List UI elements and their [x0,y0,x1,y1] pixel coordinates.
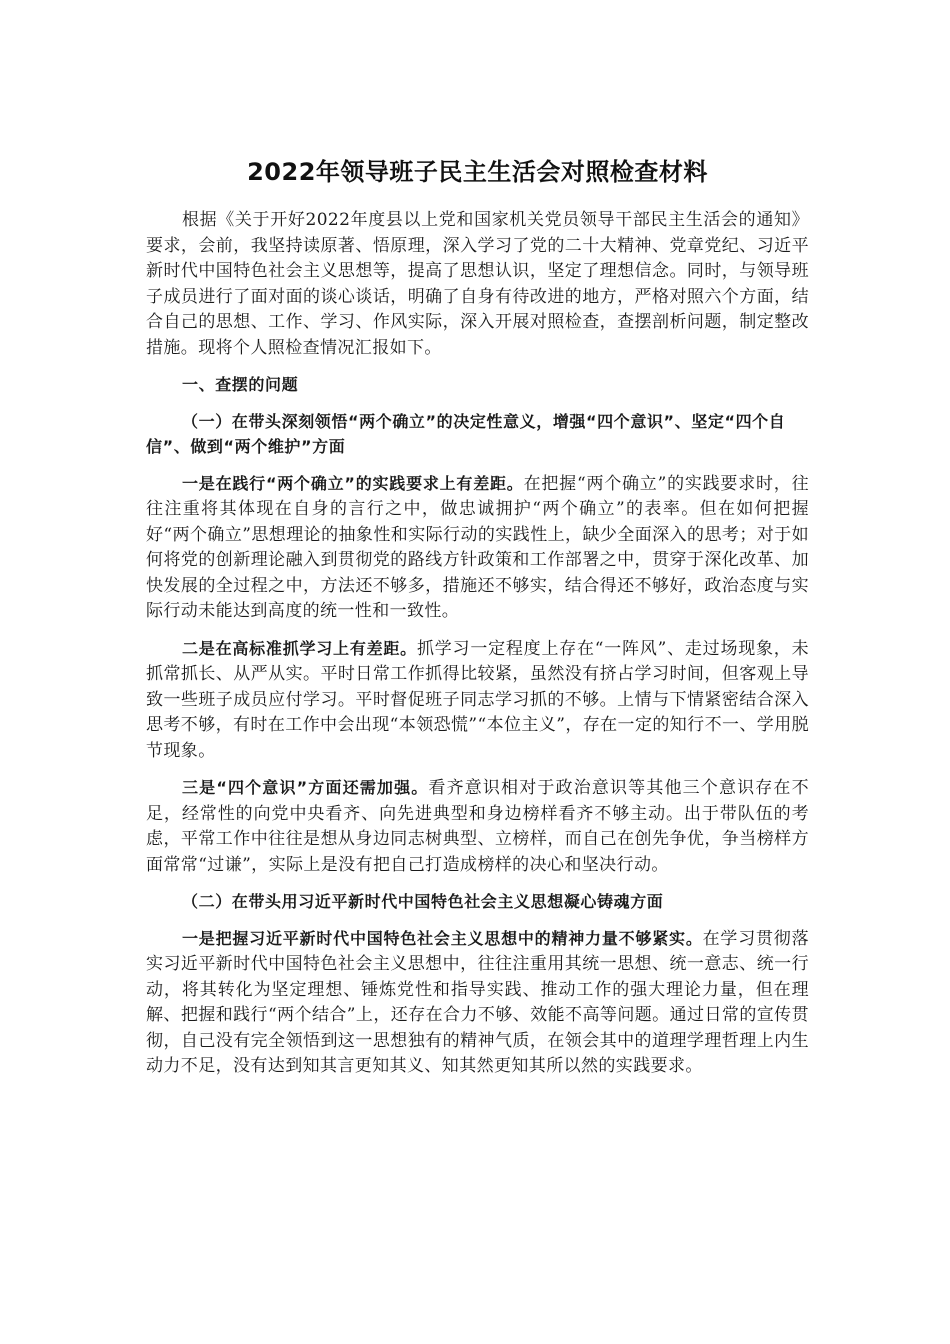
point-paragraph [146,471,809,625]
subsection-heading-2: （二）在带头用习近平新时代中国特色社会主义思想凝心铸魂方面 [182,892,664,911]
point-lead: 二是在高标准抓学习上有差距。 [182,638,417,658]
point-lead: 一是把握习近平新时代中国特色社会主义思想中的精神力量不够紧实。 [182,928,703,948]
point-lead: 一是在践行“两个确立”的实践要求上有差距。 [182,473,524,493]
point-lead: 三是“四个意识”方面还需加强。 [182,778,429,797]
point-body: 在学习贯彻落实习近平新时代中国特色社会主义思想中，往往注重用其统一思想、统一意志、统一行动，将其转化为坚定理想、锤炼党性和指导实践、推动工作的强大理论力量，但在理解、把握和践行“两个结合”上，还存在合力不够、效能不高等问题。通过日常的宣传贯彻，自己没有完全领悟到这一思想独有的精神气质，在领会其中的道理学理哲理上内生动力不足，没有达到知其言更知其义、知其然更知其所以然的实践要求。 [146,928,809,1076]
point-paragraph [146,636,809,765]
document-body [146,152,809,1091]
subsection-heading-1: （一）在带头深刻领悟“两个确立”的决定性意义，增强“四个意识”、坚定“四个自信”、做到“两个维护”方面 [146,411,786,456]
point-body: 抓学习一定程度上存在“一阵风”、走过场现象，未抓常抓长、从严从实。平时日常工作抓得比较紧，虽然没有挤占学习时间，但客观上导致一些班子成员应付学习。平时督促班子同志学习抓的不够。上情与下情紧密结合深入思考不够，有时在工作中会出现“本领恐慌”“本位主义”，存在一定的知行不一、学用脱节现象。 [146,638,809,761]
point-paragraph [146,926,809,1080]
point-body: 在把握“两个确立”的实践要求时，往往注重将其体现在自身的言行之中，做忠诚拥护“两个确立”的表率。但在如何把握好“两个确立”思想理论的抽象性和实际行动的实践性上，缺少全面深入的思考；对于如何将党的创新理论融入到贯彻党的路线方针政策和工作部署之中，贯穿于深化改革、加快发展的全过程之中，方法还不够多，措施还不够实，结合得还不够好，政治态度与实际行动未能达到高度的统一性和一致性。 [146,473,809,621]
point-body: 看齐意识相对于政治意识等其他三个意识存在不足，经常性的向党中央看齐、向先进典型和身边榜样看齐不够主动。出于带队伍的考虑，平常工作中往往是想从身边同志树典型、立榜样，而自己在创先争优，争当榜样方面常常“过谦”，实际上是没有把自己打造成榜样的决心和坚决行动。 [146,778,809,875]
intro-paragraph: 根据《关于开好2022年度县以上党和国家机关党员领导干部民主生活会的通知》要求，会前，我坚持读原著、悟原理，深入学习了党的二十大精神、党章党纪、习近平新时代中国特色社会主义思想等，提高了思想认识，坚定了理想信念。同时，与领导班子成员进行了面对面的谈心谈话，明确了自身有待改进的地方，严格对照六个方面，结合自己的思想、工作、学习、作风实际，深入开展对照检查，查摆剖析问题，制定整改措施。现将个人照检查情况汇报如下。 [146,210,809,358]
point-paragraph [146,775,809,878]
section-heading-problems: 一、查摆的问题 [182,375,299,394]
document-title: 2022年领导班子民主生活会对照检查材料 [247,158,708,186]
